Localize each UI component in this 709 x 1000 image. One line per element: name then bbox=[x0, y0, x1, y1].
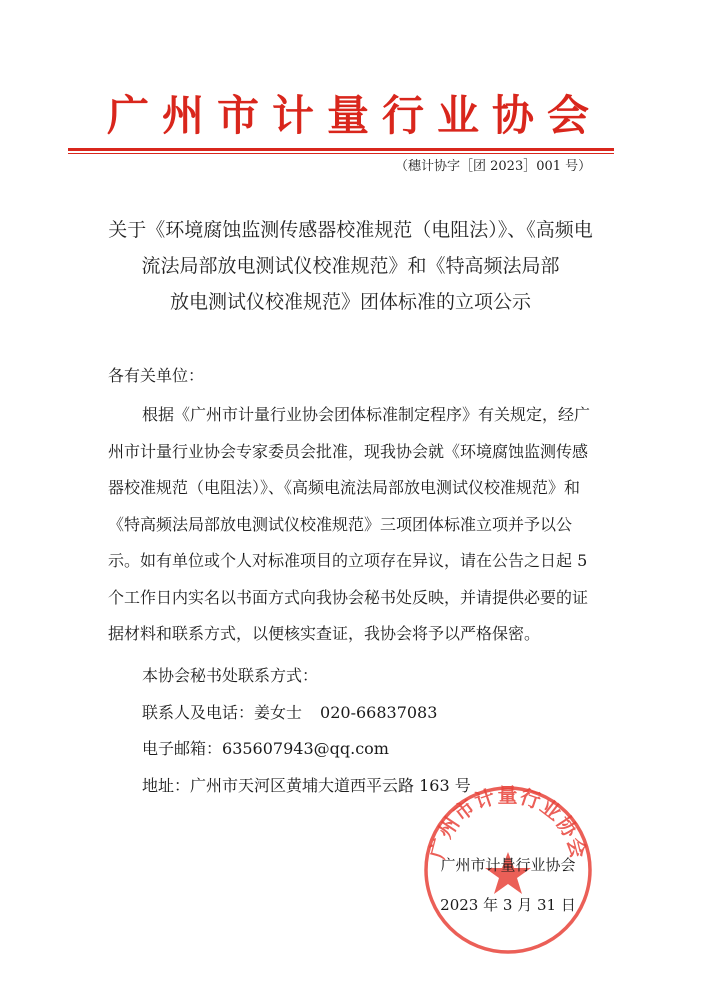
body-line: 州市计量行业协会专家委员会批准，现我协会就《环境腐蚀监测传感 bbox=[108, 441, 589, 461]
contact-address-label: 地址： bbox=[142, 776, 191, 795]
title-line-1: 关于《环境腐蚀监测传感器校准规范（电阻法）》、《高频电 bbox=[108, 219, 593, 241]
signature-date: 2023 年 3 月 31 日 bbox=[440, 896, 576, 914]
contact-person-line bbox=[142, 703, 437, 723]
letterhead-org-name: 广州市计量行业协会 bbox=[106, 91, 602, 140]
contact-address: 广州市天河区黄埔大道西平云路 163 号 bbox=[190, 776, 471, 795]
contact-email-line bbox=[142, 739, 389, 759]
body-line: 根据《广州市计量行业协会团体标准制定程序》有关规定，经广 bbox=[142, 405, 591, 424]
signature-org: 广州市计量行业协会 bbox=[440, 856, 576, 874]
letterhead-red-rule-thin bbox=[68, 153, 614, 154]
body-paragraph bbox=[108, 397, 618, 653]
title-line-3: 放电测试仪校准规范》团体标准的立项公示 bbox=[169, 291, 531, 313]
contact-person-name: 姜女士 bbox=[254, 703, 303, 722]
body-line: 据材料和联系方式，以便核实查证，我协会将予以严格保密。 bbox=[108, 624, 541, 643]
salutation: 各有关单位： bbox=[108, 366, 205, 385]
body-line: 器校准规范（电阻法）》、《高频电流法局部放电测试仪校准规范》和 bbox=[108, 478, 581, 497]
title-line-2: 流法局部放电测试仪校准规范》和《特高频法局部 bbox=[141, 255, 560, 277]
contact-person-label: 联系人及电话： bbox=[142, 703, 255, 722]
signature-block bbox=[408, 855, 608, 915]
letterhead-red-rule-thick bbox=[68, 148, 614, 151]
document-title bbox=[78, 212, 623, 320]
contact-email-label: 电子邮箱： bbox=[142, 739, 223, 758]
body-line: 个工作日内实名以书面方式向我协会秘书处反映，并请提供必要的证 bbox=[108, 587, 589, 607]
contact-email[interactable]: 635607943@qq.com bbox=[222, 739, 389, 758]
body-line: 示。如有单位或个人对标准项目的立项存在异议，请在公告之日起 5 bbox=[108, 551, 588, 570]
body-line: 《特高频法局部放电测试仪校准规范》三项团体标准立项并予以公 bbox=[108, 514, 573, 534]
contact-heading: 本协会秘书处联系方式： bbox=[142, 666, 319, 685]
seal-text: 广州市计量行业协会 bbox=[425, 783, 591, 862]
document-number: （穗计协字［团 2023］001 号） bbox=[395, 159, 592, 174]
contact-phone: 020-66837083 bbox=[320, 703, 438, 722]
